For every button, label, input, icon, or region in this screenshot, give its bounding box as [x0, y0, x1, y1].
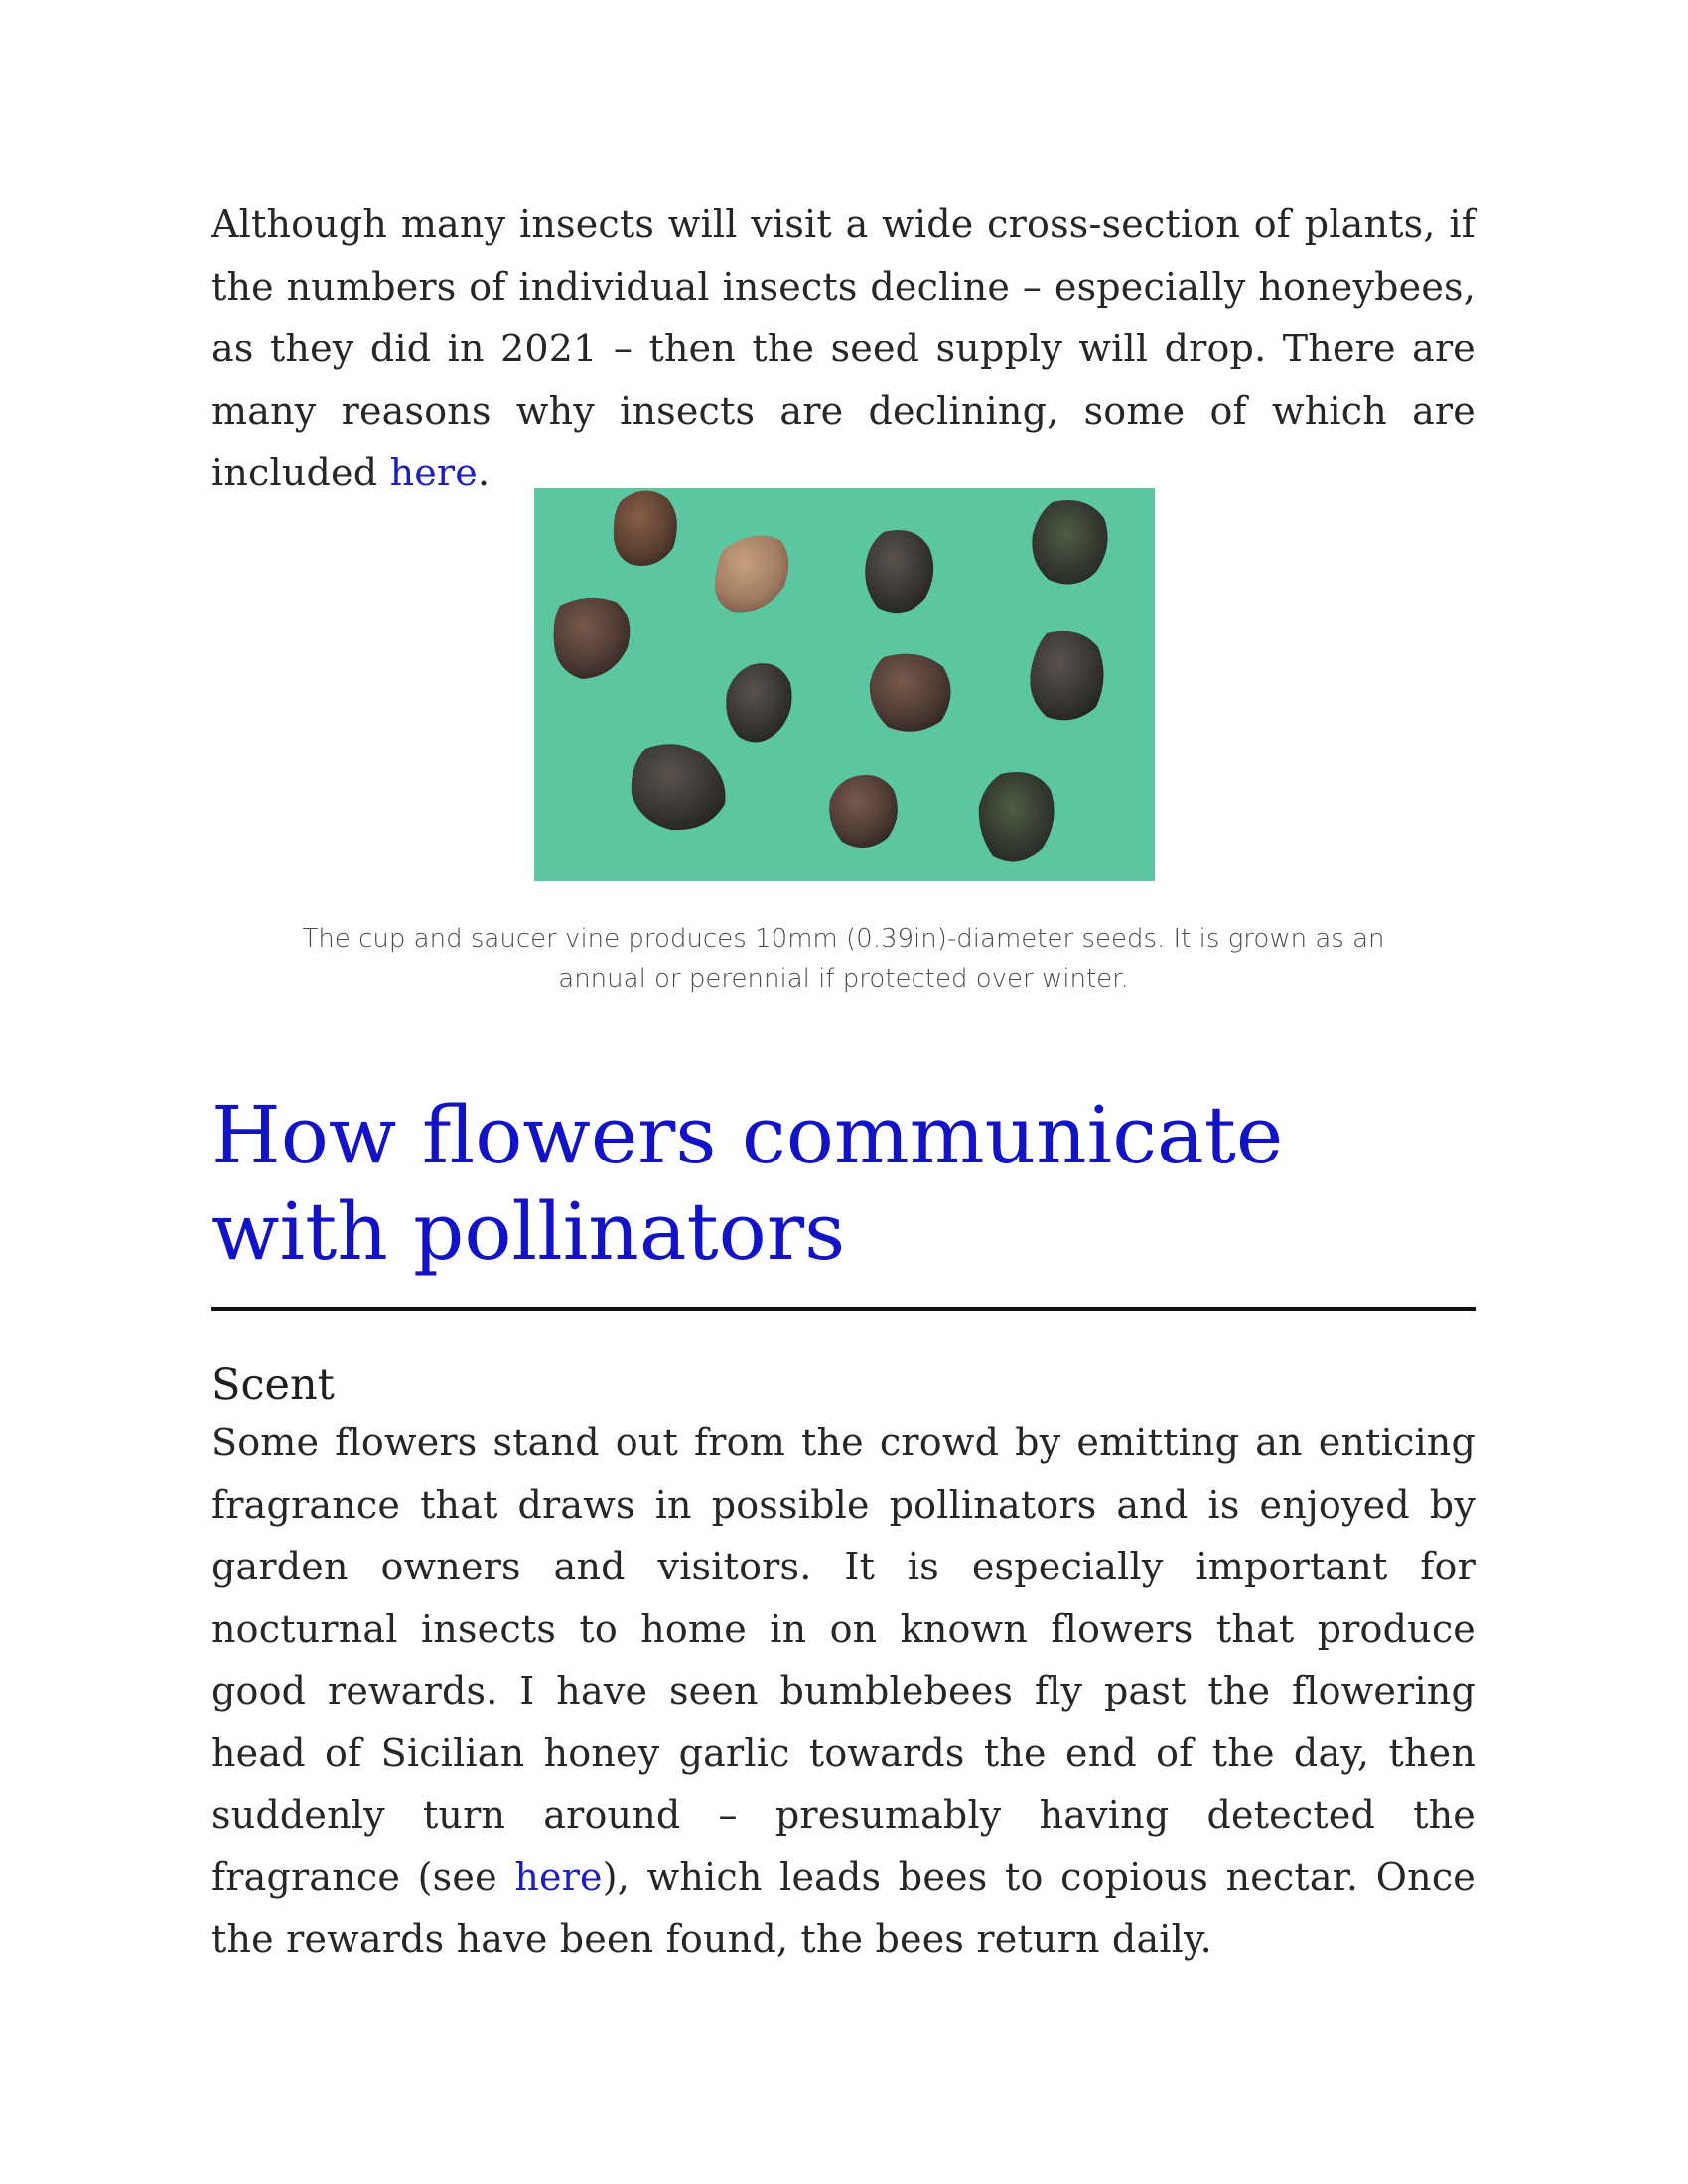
scent-text: Some flowers stand out from the crowd by emitting an enticing fragrance that draws in possible pollinators and is enjoyed by garden owners and visitors. It is especially important for nocturnal insects to home in on known flowers that produce good rewards. I have seen bumblebees fly past the flowering head of Sicilian honey garlic towards the end of the day, then suddenly turn around – presumably having detected the fragrance (see: [211, 1421, 1476, 1899]
section-heading: How flowers communicate with pollinators: [211, 1089, 1284, 1278]
article: [211, 194, 1476, 1961]
scent-paragraph: [211, 1412, 1476, 1971]
seeds-photo: [534, 488, 1155, 881]
scent-text-end: ), which leads bees to copious nectar. Once the rewards have been found, the bees return daily.: [211, 1854, 1476, 1961]
subheading-scent: Scent: [211, 1360, 335, 1410]
intro-text: Although many insects will visit a wide cross-section of plants, if the numbers of individual insects decline – especially honeybees, as they did in 2021 – then the seed supply will drop. There are many reasons why insects are declining, some of which are included: [211, 203, 1476, 494]
intro-text-end: .: [477, 451, 491, 494]
intro-here-link[interactable]: here: [389, 451, 478, 494]
intro-paragraph: [211, 194, 1476, 504]
figure-caption: The cup and saucer vine produces 10mm (0.39in)-diameter seeds. It is grown as an annual or perennial if protected over winter.: [302, 924, 1385, 994]
scent-here-link[interactable]: here: [514, 1854, 603, 1899]
seed-figure: [211, 488, 1476, 994]
heading-divider: [211, 1307, 1476, 1311]
